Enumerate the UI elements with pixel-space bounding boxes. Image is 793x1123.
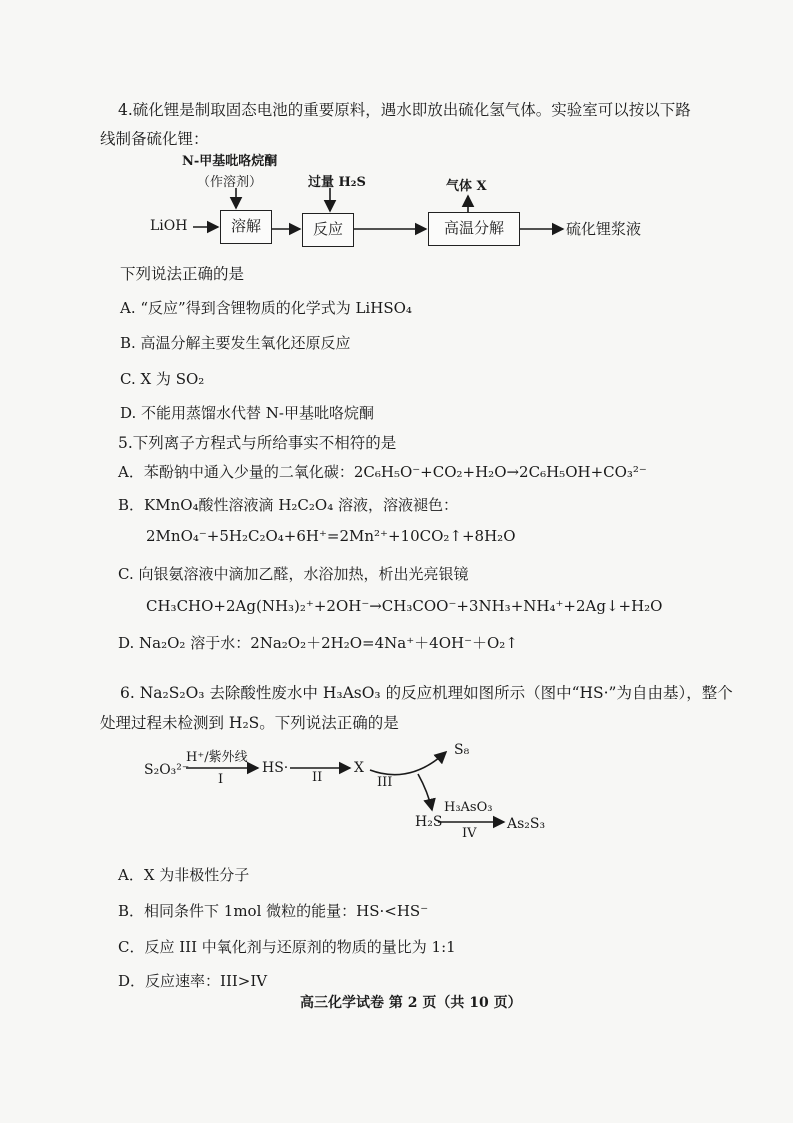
q6-option-a: A．X 为非极性分子 bbox=[118, 866, 250, 884]
mech-start: S₂O₃²⁻ bbox=[144, 762, 190, 778]
lioh-input: LiOH bbox=[150, 218, 188, 234]
mech-cond4: H₃AsO₃ bbox=[444, 800, 493, 815]
mech-h2s: H₂S bbox=[415, 814, 443, 830]
q5-option-a: A．苯酚钠中通入少量的二氧化碳：2C₆H₅O⁻+CO₂+H₂O→2C₆H₅OH+CO₃²⁻ bbox=[118, 463, 647, 481]
q4-option-a: A. “反应”得到含锂物质的化学式为 LiHSO₄ bbox=[120, 299, 412, 317]
mech-step2: II bbox=[312, 770, 323, 785]
q4-option-c: C. X 为 SO₂ bbox=[120, 370, 205, 388]
q4-stem-line2: 线制备硫化锂： bbox=[100, 130, 209, 148]
decompose-box: 高温分解 bbox=[428, 212, 520, 246]
mech-step1: I bbox=[218, 772, 224, 787]
q5-option-d: D. Na₂O₂ 溶于水：2Na₂O₂＋2H₂O=4Na⁺＋4OH⁻＋O₂↑ bbox=[118, 634, 518, 652]
output-slurry: 硫化锂浆液 bbox=[566, 220, 642, 238]
mech-s8: S₈ bbox=[454, 742, 470, 758]
mech-cond1: H⁺/紫外线 bbox=[186, 750, 248, 765]
q5-option-c-line1: C. 向银氨溶液中滴加乙醛，水浴加热，析出光亮银镜 bbox=[118, 565, 469, 583]
q6-option-d: D．反应速率：III>IV bbox=[118, 972, 268, 990]
mech-hs-radical: HS· bbox=[262, 760, 289, 776]
flow-arrows bbox=[0, 0, 793, 300]
mech-step3: III bbox=[377, 775, 393, 790]
mech-product: As₂S₃ bbox=[507, 816, 546, 832]
q4-stem-line1: 4.硫化锂是制取固态电池的重要原料，遇水即放出硫化氢气体。实验室可以按以下路 bbox=[118, 101, 691, 119]
mech-step4: IV bbox=[462, 826, 477, 841]
q5-option-c-equation: CH₃CHO+2Ag(NH₃)₂⁺+2OH⁻→CH₃COO⁻+3NH₃+NH₄⁺+2Ag↓+H₂O bbox=[146, 597, 663, 615]
mechanism-arrows bbox=[0, 700, 793, 860]
q5-option-b-equation: 2MnO₄⁻+5H₂C₂O₄+6H⁺=2Mn²⁺+10CO₂↑+8H₂O bbox=[146, 527, 516, 545]
gas-x-label: 气体 X bbox=[446, 179, 487, 194]
q6-option-c: C．反应 III 中氧化剂与还原剂的物质的量比为 1:1 bbox=[118, 938, 456, 956]
q4-prompt: 下列说法正确的是 bbox=[120, 265, 245, 283]
solvent-label: N-甲基吡咯烷酮 bbox=[182, 154, 278, 169]
page-footer: 高三化学试卷 第 2 页（共 10 页） bbox=[300, 995, 522, 1011]
q4-option-b: B. 高温分解主要发生氧化还原反应 bbox=[120, 334, 351, 352]
q4-option-d: D. 不能用蒸馏水代替 N-甲基吡咯烷酮 bbox=[120, 404, 374, 422]
mech-x: X bbox=[354, 760, 364, 776]
q6-stem-line2: 处理过程未检测到 H₂S。下列说法正确的是 bbox=[100, 714, 399, 732]
q6-stem-line1: 6. Na₂S₂O₃ 去除酸性废水中 H₃AsO₃ 的反应机理如图所示（图中“HS·”为自由基），整个 bbox=[120, 684, 733, 702]
h2s-label: 过量 H₂S bbox=[308, 175, 366, 190]
q6-option-b: B．相同条件下 1mol 微粒的能量：HS·<HS⁻ bbox=[118, 902, 429, 920]
dissolve-box: 溶解 bbox=[220, 210, 272, 244]
q5-stem: 5.下列离子方程式与所给事实不相符的是 bbox=[118, 434, 397, 452]
react-box: 反应 bbox=[302, 213, 354, 247]
solvent-role: （作溶剂） bbox=[197, 175, 263, 190]
q5-option-b-line1: B．KMnO₄酸性溶液滴 H₂C₂O₄ 溶液，溶液褪色： bbox=[118, 496, 458, 514]
